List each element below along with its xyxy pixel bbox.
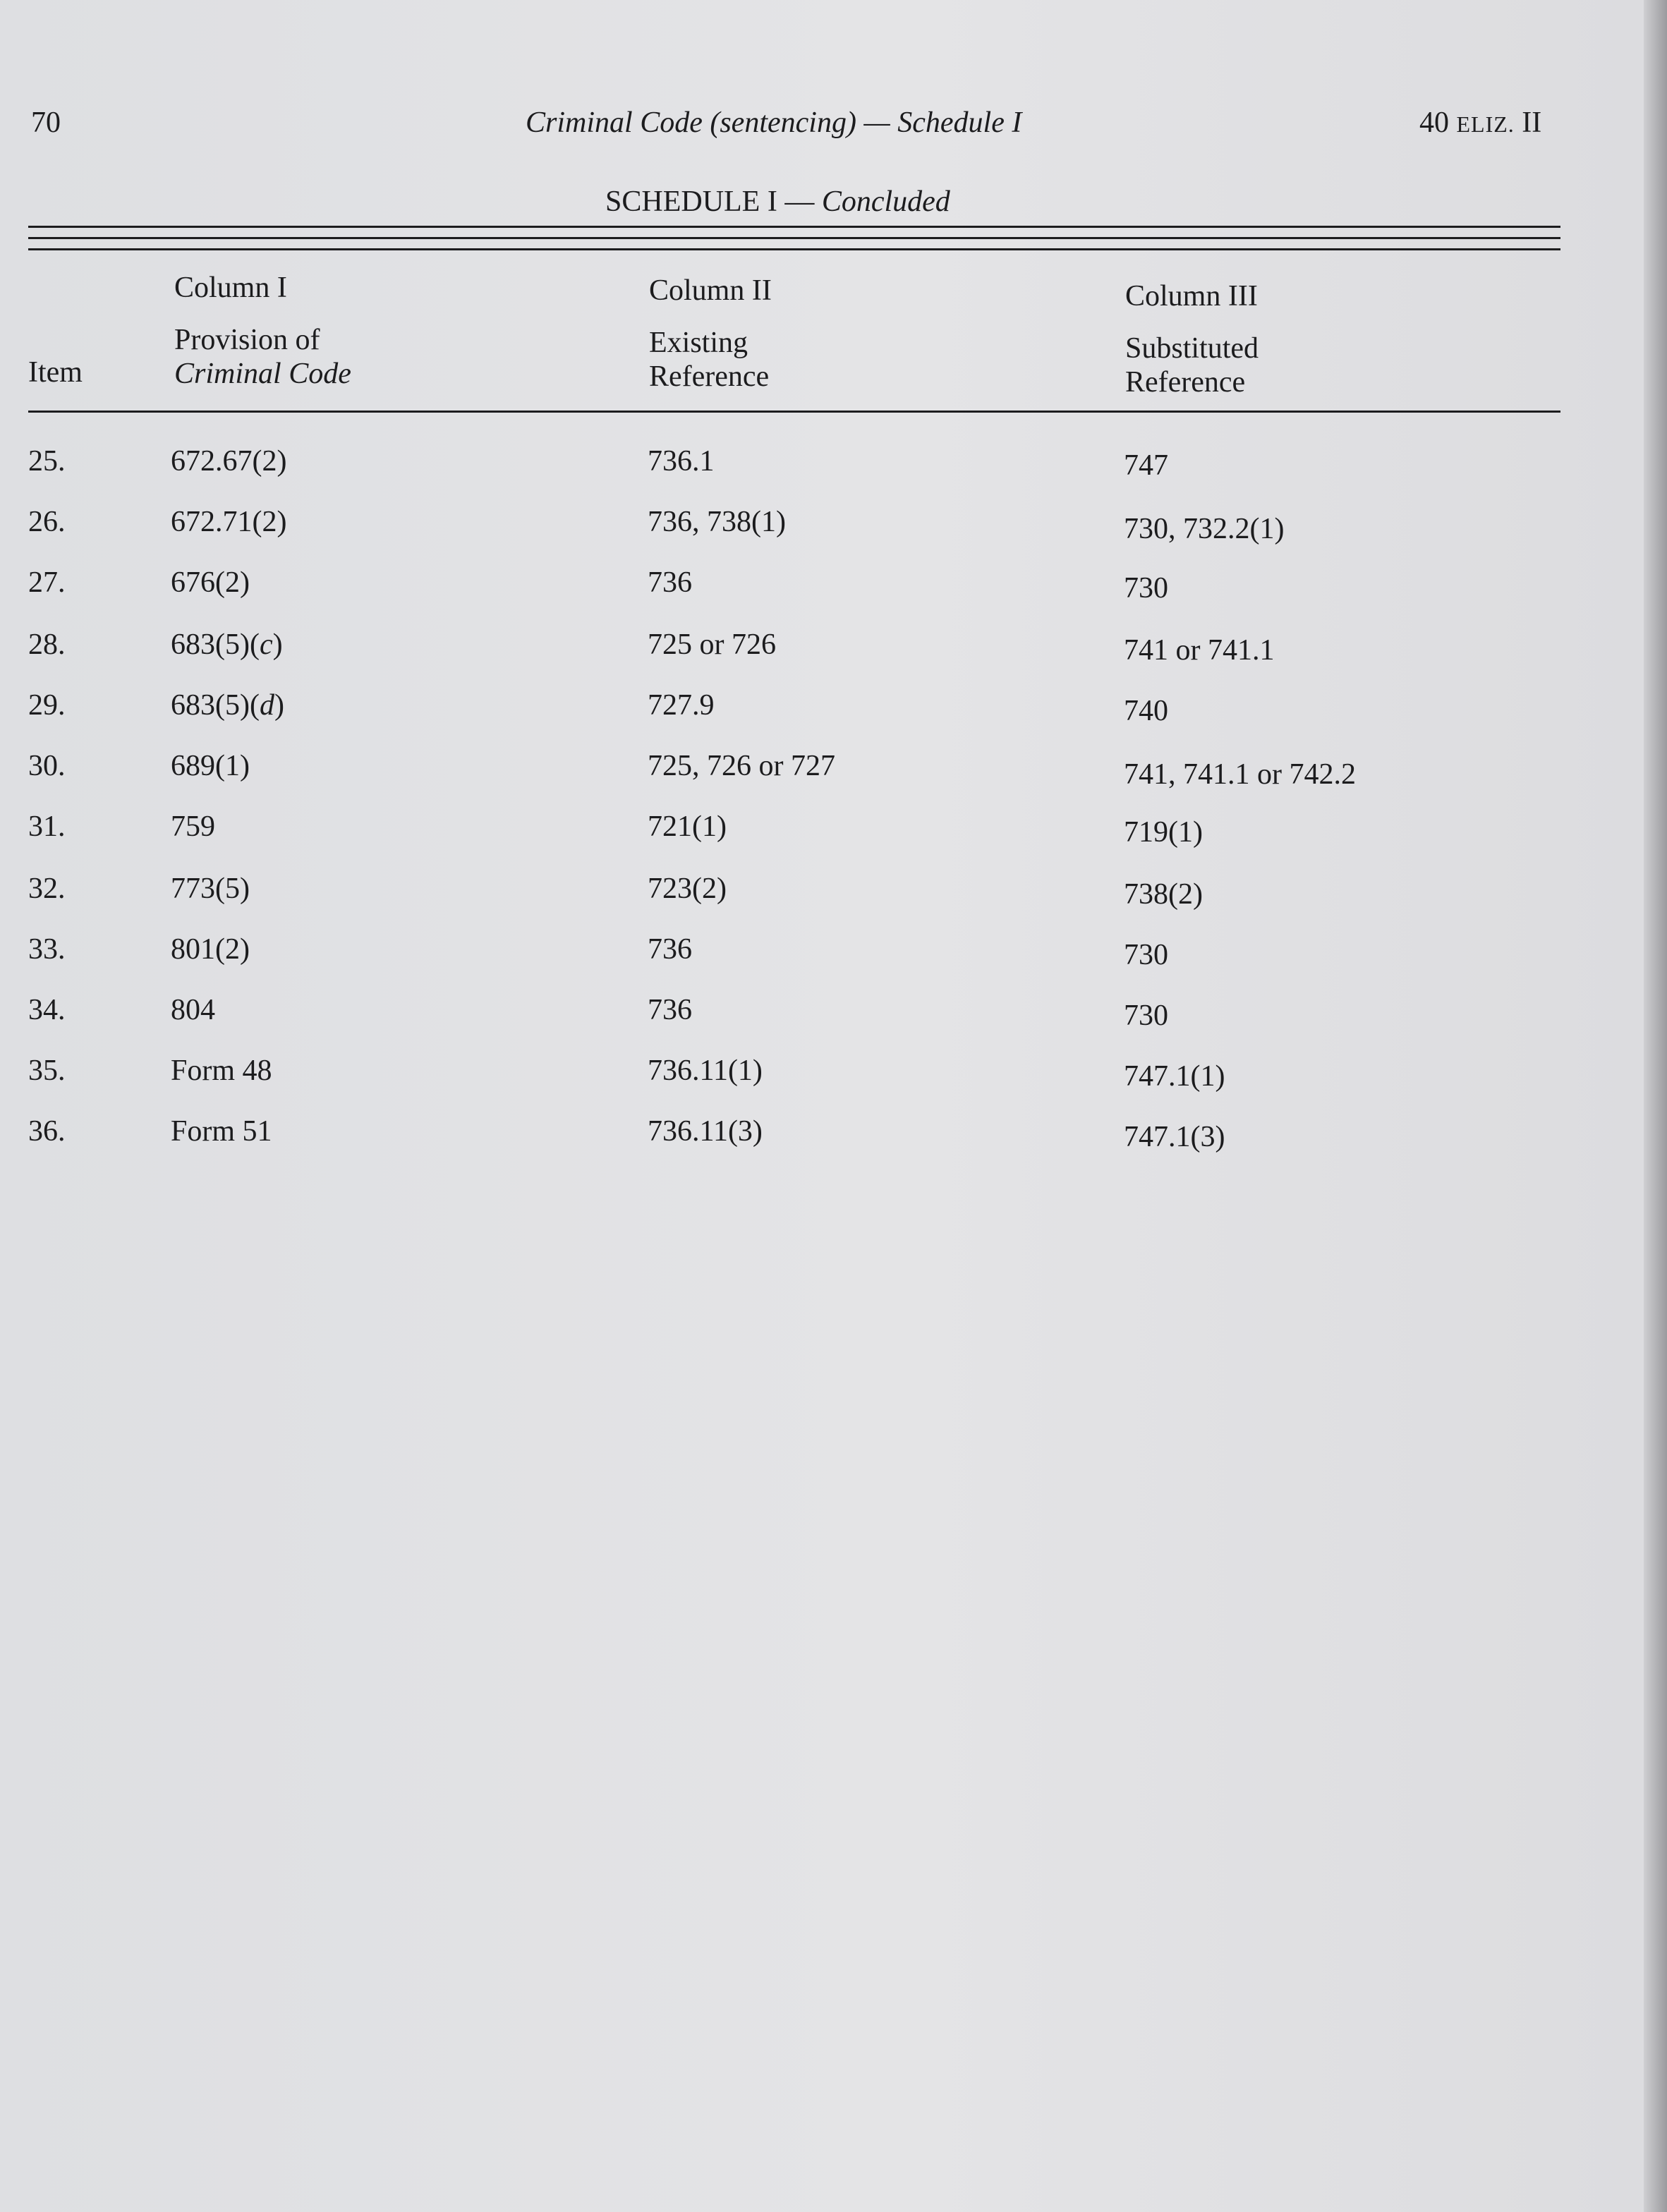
item-number: 33.: [28, 933, 66, 966]
table-row: [0, 566, 1623, 615]
table-row: [0, 749, 1623, 798]
regnal-year-suffix: II: [1522, 107, 1542, 139]
header-column-2-line2: Reference: [649, 360, 770, 393]
header-column-1-line2: Criminal Code: [174, 358, 351, 390]
table-row: [0, 1114, 1623, 1164]
item-number: 29.: [28, 689, 66, 722]
substituted-reference: 741 or 741.1: [1124, 634, 1275, 667]
table-row: [0, 628, 1623, 677]
substituted-reference: 747.1(1): [1124, 1060, 1225, 1093]
item-number: 35.: [28, 1055, 66, 1087]
table-row: [0, 505, 1623, 554]
header-column-2-name: Column II: [649, 274, 772, 307]
existing-reference: 723(2): [648, 873, 727, 905]
existing-reference: 736: [648, 994, 692, 1026]
existing-reference: 736: [648, 566, 692, 599]
substituted-reference: 730: [1124, 999, 1168, 1032]
item-number: 32.: [28, 873, 66, 905]
criminal-code-provision: 672.67(2): [171, 445, 287, 478]
schedule-title: [605, 185, 950, 219]
existing-reference: 736.11(1): [648, 1055, 763, 1087]
substituted-reference: 730, 732.2(1): [1124, 513, 1285, 545]
substituted-reference: 740: [1124, 695, 1168, 727]
header-column-3-line2: Reference: [1125, 366, 1246, 399]
table-row: [0, 810, 1623, 859]
substituted-reference: 730: [1124, 572, 1168, 604]
item-number: 31.: [28, 810, 66, 843]
table-row: [0, 993, 1623, 1043]
criminal-code-provision: 683(5)(d): [171, 689, 284, 722]
table-row: [0, 932, 1623, 982]
table-top-rule-third: [28, 248, 1560, 250]
header-column-1-line1: Provision of: [174, 324, 320, 356]
item-number: 36.: [28, 1115, 66, 1148]
regnal-year-number: 40: [1419, 107, 1449, 139]
substituted-reference: 747: [1124, 449, 1168, 482]
criminal-code-provision: Form 48: [171, 1055, 272, 1087]
criminal-code-provision: 683(5)(c): [171, 628, 283, 661]
schedule-title-main: SCHEDULE I —: [605, 186, 815, 218]
page-edge-shadow: [1644, 0, 1667, 2212]
header-column-3-line1: Substituted: [1125, 332, 1259, 365]
substituted-reference: 719(1): [1124, 816, 1203, 849]
existing-reference: 725 or 726: [648, 628, 776, 661]
criminal-code-provision: Form 51: [171, 1115, 272, 1148]
existing-reference: 721(1): [648, 810, 727, 843]
substituted-reference: 738(2): [1124, 878, 1203, 911]
schedule-title-suffix: Concluded: [821, 186, 950, 218]
existing-reference: 727.9: [648, 689, 715, 722]
criminal-code-provision: 676(2): [171, 566, 250, 599]
table-top-rule-second: [28, 237, 1560, 239]
existing-reference: 736: [648, 933, 692, 966]
header-column-3-name: Column III: [1125, 280, 1258, 312]
existing-reference: 736.11(3): [648, 1115, 763, 1148]
table-row: [0, 1054, 1623, 1103]
item-number: 30.: [28, 750, 66, 782]
table-header-rule: [28, 411, 1560, 413]
item-number: 27.: [28, 566, 66, 599]
table-row: [0, 688, 1623, 738]
running-title: Criminal Code (sentencing) — Schedule I: [526, 107, 1022, 139]
page-number: 70: [31, 107, 61, 139]
header-column-2-line1: Existing: [649, 327, 748, 359]
existing-reference: 736.1: [648, 445, 715, 478]
table-top-rule: [28, 226, 1560, 228]
substituted-reference: 747.1(3): [1124, 1121, 1225, 1153]
existing-reference: 725, 726 or 727: [648, 750, 835, 782]
substituted-reference: 741, 741.1 or 742.2: [1124, 758, 1356, 791]
table-row: [0, 872, 1623, 921]
criminal-code-provision: 801(2): [171, 933, 250, 966]
regnal-year: [1419, 106, 1541, 140]
regnal-year-name: ELIZ.: [1456, 111, 1515, 137]
header-column-1-name: Column I: [174, 272, 287, 304]
existing-reference: 736, 738(1): [648, 506, 786, 538]
criminal-code-provision: 759: [171, 810, 215, 843]
substituted-reference: 730: [1124, 939, 1168, 971]
criminal-code-provision: 804: [171, 994, 215, 1026]
criminal-code-provision: 773(5): [171, 873, 250, 905]
item-number: 26.: [28, 506, 66, 538]
table-row: [0, 444, 1623, 494]
item-number: 34.: [28, 994, 66, 1026]
header-item: Item: [28, 356, 83, 389]
criminal-code-provision: 672.71(2): [171, 506, 287, 538]
item-number: 25.: [28, 445, 66, 478]
criminal-code-provision: 689(1): [171, 750, 250, 782]
item-number: 28.: [28, 628, 66, 661]
